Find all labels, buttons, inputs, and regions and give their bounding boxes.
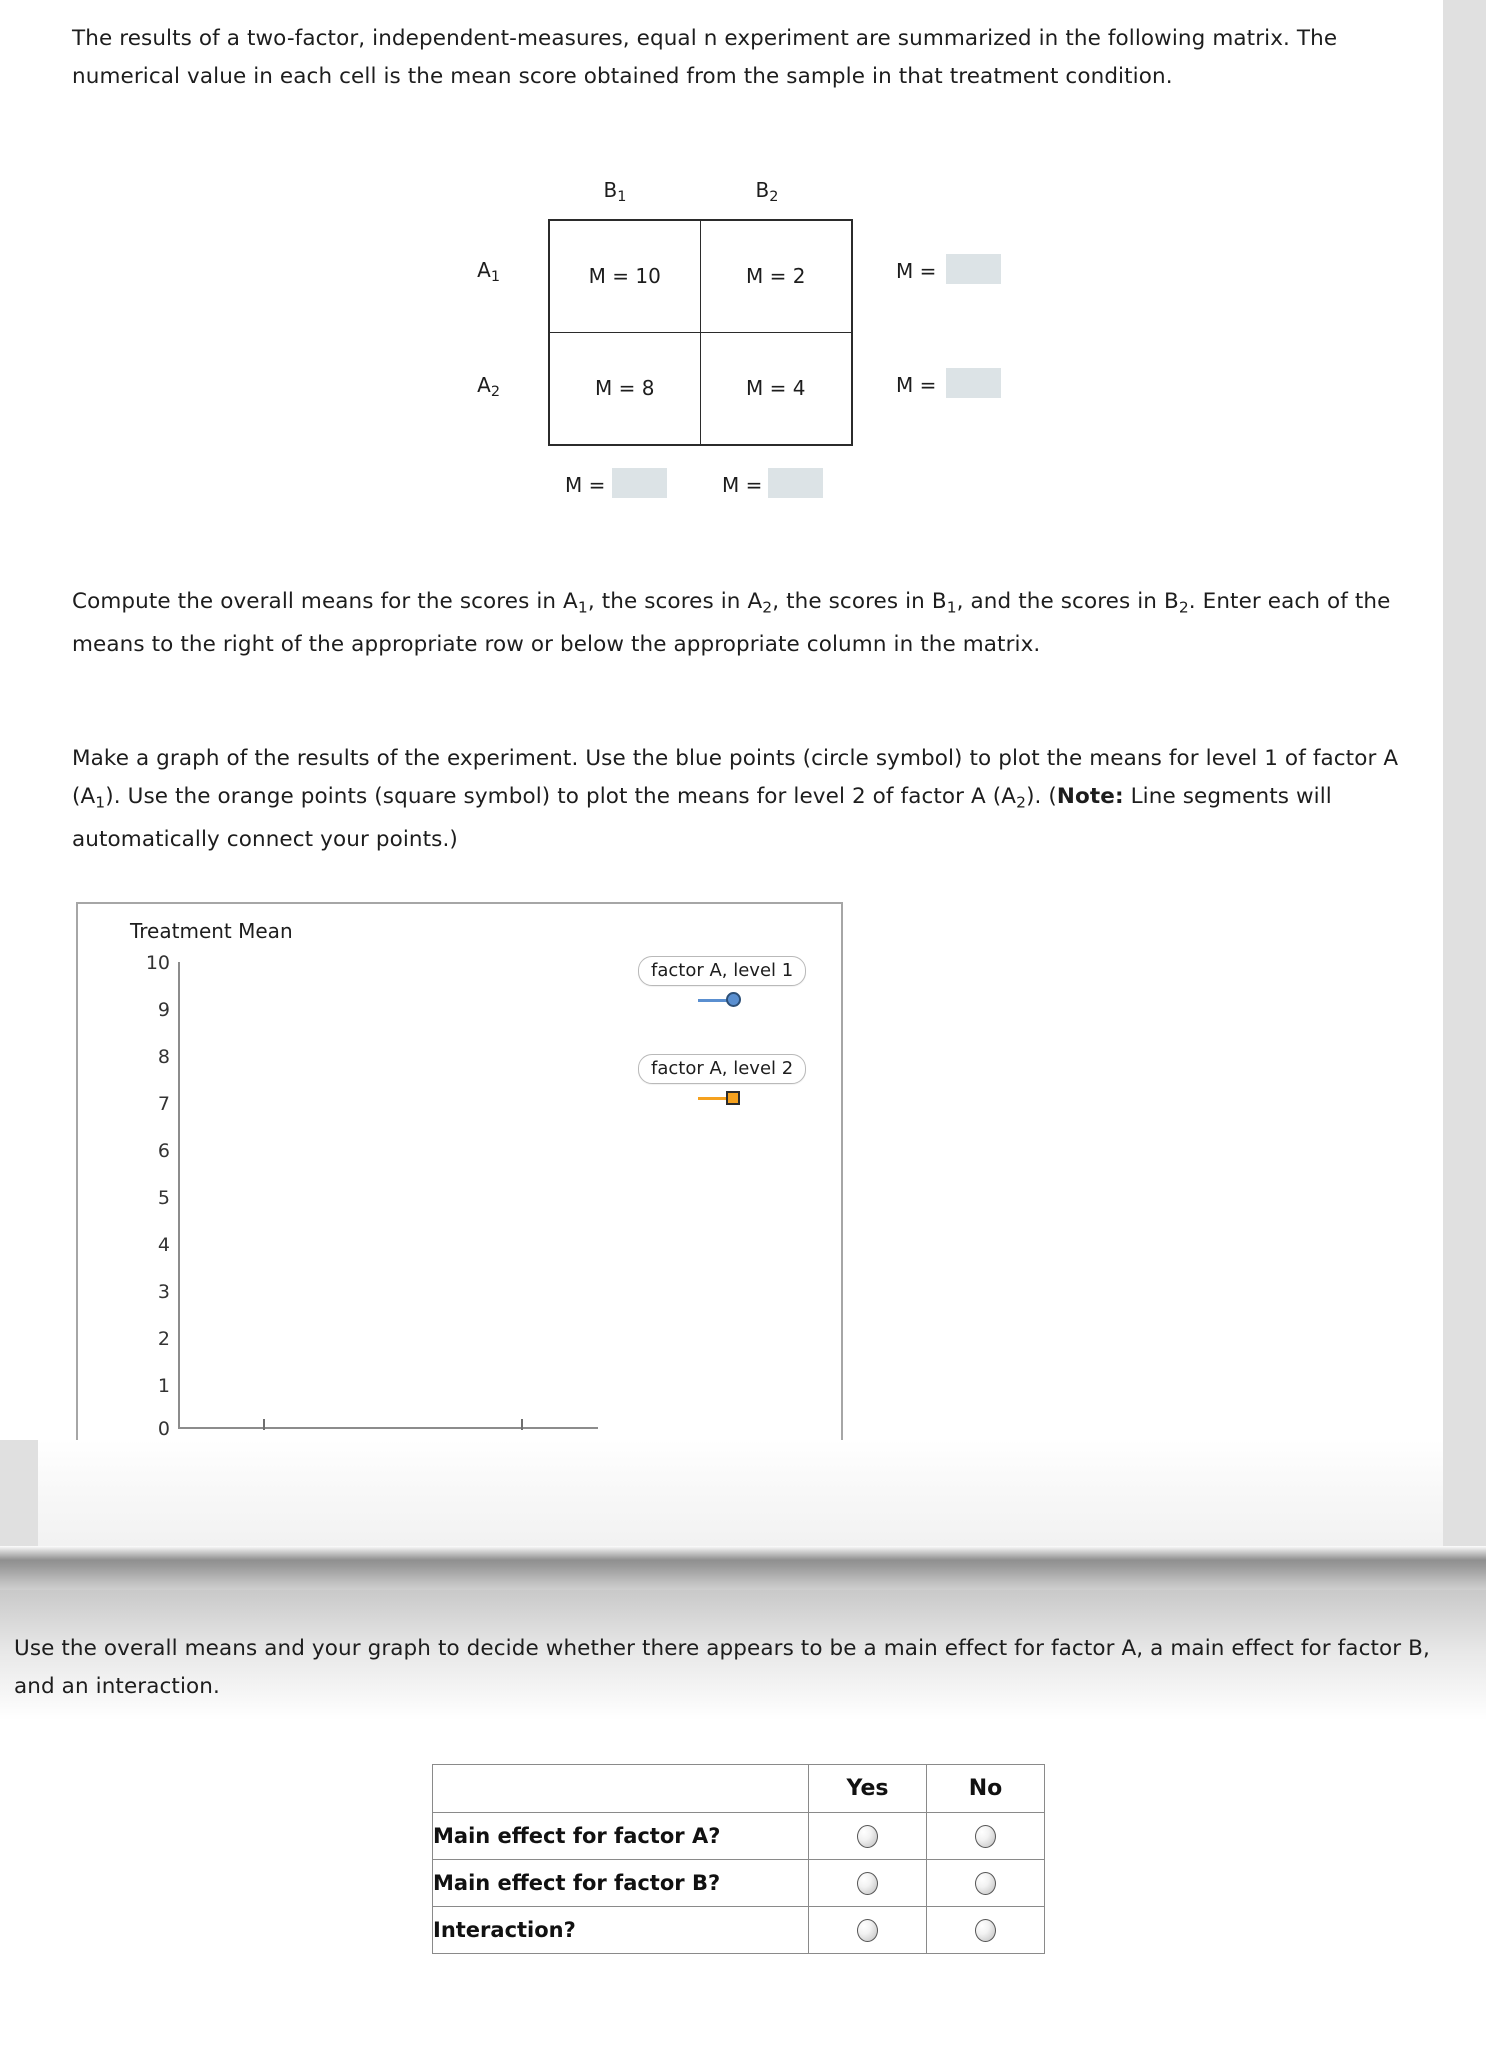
row-a1-mean-input[interactable] bbox=[946, 254, 1001, 284]
intro-line-2: numerical value in each cell is the mean score obtained from the sample in that treatment condition. bbox=[72, 64, 1173, 89]
section-divider-shadow bbox=[0, 1546, 1486, 1590]
col-b2-mean-input[interactable] bbox=[768, 468, 823, 498]
col-b1-mean-input[interactable] bbox=[612, 468, 667, 498]
y-tick-1: 1 bbox=[157, 1375, 170, 1397]
x-tick-level-2 bbox=[521, 1419, 523, 1430]
legend-symbol-circle[interactable] bbox=[638, 991, 806, 1009]
legend-label-factor-a-level-1: factor A, level 1 bbox=[638, 956, 806, 986]
compute-means-paragraph: Compute the overall means for the scores in $A_1$, the scores in $A_2$, the scores in $B_1$, and the scores in $B_2$. Enter each of the means to the right of the appropriate row or below the appropriate column in the matrix. bbox=[72, 589, 1391, 658]
graph-text-note: Note: bbox=[1056, 784, 1124, 809]
answer-row-label-factor-b: Main effect for factor B? bbox=[433, 1860, 809, 1907]
y-tick-8: 8 bbox=[157, 1046, 170, 1068]
circle-icon[interactable] bbox=[726, 992, 741, 1007]
graph-y-axis-title: Treatment Mean bbox=[130, 919, 293, 943]
answer-cell-factor-a-no[interactable] bbox=[927, 1813, 1045, 1860]
left-gutter bbox=[0, 1440, 38, 1546]
legend-symbol-square[interactable] bbox=[638, 1089, 806, 1107]
table-header-row bbox=[433, 1765, 1045, 1813]
compute-text-d: , and the scores in B bbox=[956, 589, 1179, 614]
square-icon[interactable] bbox=[726, 1091, 740, 1105]
decide-text-line1: Use the overall means and your graph to decide whether there appears to be a main effect for factor A, a main effect bbox=[14, 1636, 1294, 1661]
y-tick-3: 3 bbox=[157, 1281, 170, 1303]
legend-line-blue bbox=[698, 999, 728, 1002]
pane-bottom-fade bbox=[38, 1440, 1443, 1546]
answer-table-blank-header bbox=[433, 1765, 809, 1813]
col-b2-mean-label: M = bbox=[722, 473, 763, 497]
y-axis-line bbox=[178, 962, 180, 1429]
radio-factor-b-no[interactable] bbox=[975, 1872, 996, 1895]
matrix-column-header-b2: $B_2$ bbox=[755, 178, 779, 206]
matrix-grid bbox=[548, 219, 853, 446]
matrix-cell-a1b1: M = 10 bbox=[550, 221, 701, 333]
compute-text-line2: of the means to the right of the appropriate row or below the appropriate column in the matrix. bbox=[72, 589, 1391, 658]
y-tick-6: 6 bbox=[157, 1140, 170, 1162]
answer-row-label-factor-a: Main effect for factor A? bbox=[433, 1813, 809, 1860]
radio-interaction-yes[interactable] bbox=[857, 1919, 878, 1942]
graph-text-line3: segments will automatically connect your points.) bbox=[72, 784, 1332, 853]
x-tick-level-1 bbox=[263, 1419, 265, 1430]
right-scroll-gutter[interactable] bbox=[1443, 0, 1486, 1546]
answer-row-label-interaction: Interaction? bbox=[433, 1907, 809, 1954]
matrix-cell-a2b2: M = 4 bbox=[701, 333, 852, 445]
matrix-row-header-a1: $A_1$ bbox=[477, 258, 500, 286]
table-row bbox=[433, 1860, 1045, 1907]
legend-item-factor-a-level-1[interactable] bbox=[638, 956, 806, 1009]
y-tick-2: 2 bbox=[157, 1328, 170, 1350]
legend-line-orange bbox=[698, 1097, 728, 1100]
decide-text-line2: for factor B, and an interaction. bbox=[14, 1636, 1430, 1699]
matrix-row-header-a2: $A_2$ bbox=[477, 373, 500, 401]
compute-text-c: , the scores in B bbox=[772, 589, 947, 614]
intro-paragraph bbox=[72, 20, 1402, 96]
y-tick-4: 4 bbox=[157, 1234, 170, 1256]
col-b1-mean-label: M = bbox=[565, 473, 606, 497]
row-a2-mean-label: M = bbox=[896, 373, 937, 397]
graph-text-d: Line bbox=[1123, 784, 1176, 809]
y-tick-10: 10 bbox=[145, 952, 170, 974]
x-axis-line bbox=[178, 1427, 598, 1429]
compute-text-b: , the scores in A bbox=[587, 589, 763, 614]
row-a2-mean-input[interactable] bbox=[946, 368, 1001, 398]
interaction-graph-panel[interactable] bbox=[76, 902, 843, 1498]
answer-cell-interaction-yes[interactable] bbox=[809, 1907, 927, 1954]
legend-label-factor-a-level-2: factor A, level 2 bbox=[638, 1054, 806, 1084]
table-row bbox=[433, 1907, 1045, 1954]
compute-text-a: Compute the overall means for the scores in A bbox=[72, 589, 578, 614]
y-tick-7: 7 bbox=[157, 1093, 170, 1115]
answer-cell-interaction-no[interactable] bbox=[927, 1907, 1045, 1954]
matrix-cell-a2b1: M = 8 bbox=[550, 333, 701, 445]
answer-cell-factor-b-yes[interactable] bbox=[809, 1860, 927, 1907]
graph-text-b: ). Use the orange points (square symbol) to plot the means for level 2 of factor A (A bbox=[105, 784, 1017, 809]
y-tick-5: 5 bbox=[157, 1187, 170, 1209]
graph-text-c: ). ( bbox=[1026, 784, 1057, 809]
graph-instruction-paragraph: Make a graph of the results of the experiment. Use the blue points (circle symbol) to plot the means for level 1 of factor A $(A_1)$. Use the orange points (square symbol) to plot the means for level 2 of factor A $(A_2)$. (Note: Line segments will automatically connect your points.) bbox=[72, 746, 1399, 853]
intro-line-1: The results of a two-factor, independent-measures, equal n experiment are summarized in the following matrix. The bbox=[72, 26, 1338, 51]
legend-item-factor-a-level-2[interactable] bbox=[638, 1054, 806, 1107]
decide-paragraph bbox=[14, 1630, 1474, 1706]
table-row bbox=[433, 1813, 1045, 1860]
answer-table-header-no: No bbox=[927, 1765, 1045, 1813]
matrix-cell-a1b2: M = 2 bbox=[701, 221, 852, 333]
y-axis-tick-labels bbox=[116, 904, 170, 1500]
graph-text-a: factor A (A bbox=[72, 746, 1399, 809]
matrix-column-header-b1: $B_1$ bbox=[603, 178, 627, 206]
compute-text-e: . Enter each bbox=[1188, 589, 1321, 614]
y-tick-0: 0 bbox=[157, 1418, 170, 1440]
radio-interaction-no[interactable] bbox=[975, 1919, 996, 1942]
main-effects-answer-table bbox=[432, 1764, 1045, 1954]
radio-factor-a-yes[interactable] bbox=[857, 1825, 878, 1848]
answer-cell-factor-b-no[interactable] bbox=[927, 1860, 1045, 1907]
answer-cell-factor-a-yes[interactable] bbox=[809, 1813, 927, 1860]
graph-text-line1: Make a graph of the results of the experiment. Use the blue points (circle symbol) to plot the means for level 1 of bbox=[72, 746, 1306, 771]
radio-factor-b-yes[interactable] bbox=[857, 1872, 878, 1895]
y-tick-9: 9 bbox=[157, 999, 170, 1021]
radio-factor-a-no[interactable] bbox=[975, 1825, 996, 1848]
row-a1-mean-label: M = bbox=[896, 259, 937, 283]
answer-table-header-yes: Yes bbox=[809, 1765, 927, 1813]
